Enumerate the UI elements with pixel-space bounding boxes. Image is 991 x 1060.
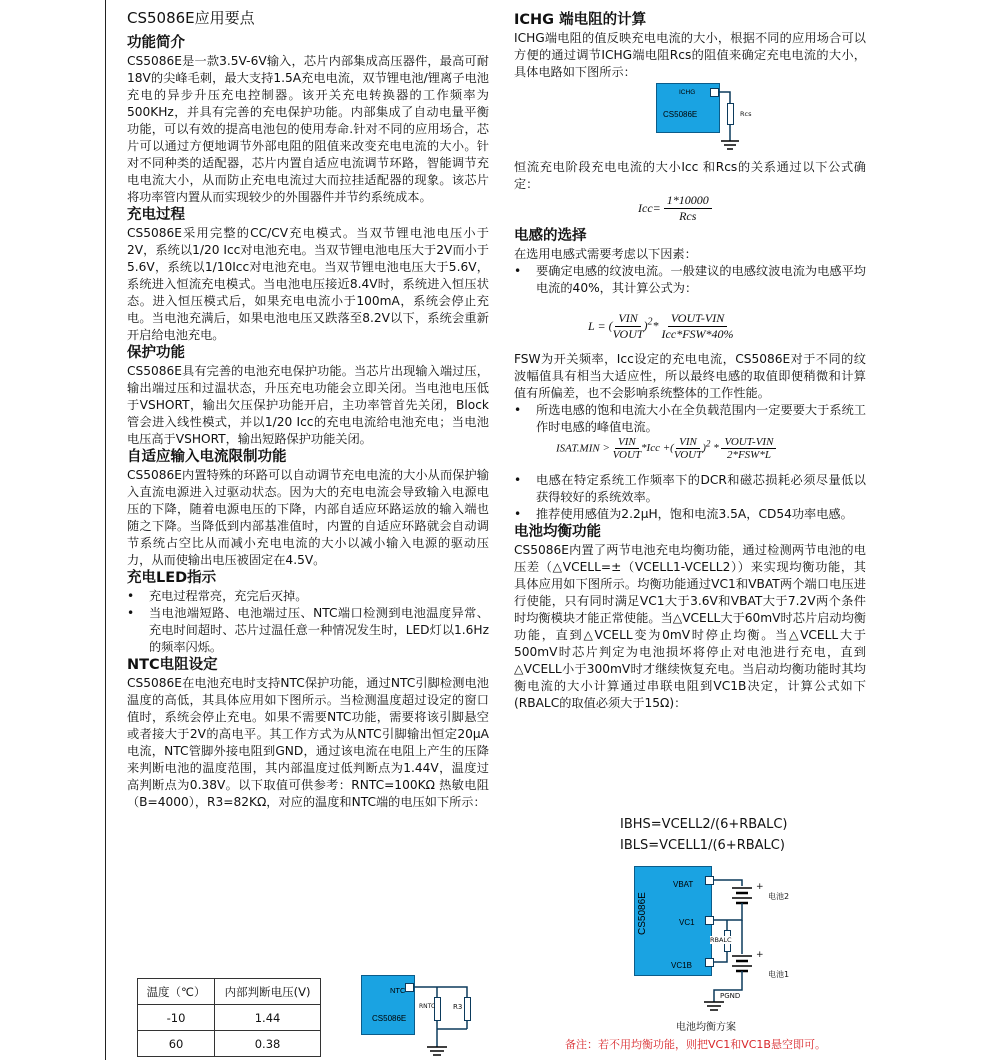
table-cell: -10	[138, 1005, 215, 1031]
icc-formula: Icc= $\frac{1*10000}{\text{Rcs}}$	[514, 193, 866, 227]
protection-heading: 保护功能	[127, 345, 185, 361]
balance-formulas	[620, 814, 787, 856]
chip-block: CS5086E VBAT VC1 VC1B	[634, 866, 712, 976]
ichg-wires	[514, 81, 774, 155]
saturation-formula: ISAT.MIN > $\frac{\text{VIN}}{\text{VOUT}}$ *Icc +( $\frac{\text{VIN}}{\text{VOUT}}$ )$^2$ * $\frac{\text{VOUT-VIN}}{\text{2*FSW*L}}$	[514, 436, 866, 472]
left-column	[127, 0, 489, 811]
inductor-text-1: FSW为开关频率，Icc设定的充电电流，CS5086E对于不同的纹波幅值具有相当大适应性，所以最终电感的取值即便稍微和计算值有所偏差，也不会影响系统整体的工作性能。	[514, 352, 866, 400]
table-row	[138, 1031, 321, 1057]
charging-heading: 充电过程	[127, 207, 185, 223]
ichg-text-2: 恒流充电阶段充电电流的大小Icc 和Rcs的关系通过以下公式确定：	[514, 160, 866, 191]
features-heading: 功能简介	[127, 35, 185, 51]
r3-resistor	[464, 997, 471, 1021]
balance-circuit-diagram: CS5086E VBAT VC1 VC1B RBALC + 电池2 + 电池1 PGND	[632, 862, 812, 1012]
inductor-heading: 电感的选择	[514, 228, 587, 244]
right-column	[514, 0, 866, 712]
features-text: CS5086E是一款3.5V-6V输入，芯片内部集成高压器件，最高可耐18V的尖峰毛刺，最大支持1.5A充电电流，双节锂电池/锂离子电池充电的异步升压充电控制器。该开关充电转换器的工作频率为500KHz，并具有完善的充电保护功能。内部集成了自动电量平衡功能，可以有效的提高电池包的使用寿命.针对不同的应用场合，芯片可以通过方便地调节外部电阻的阻值来改变充电电流的大小。针对不同种类的适配器，芯片内置自适应电流调节环路，智能调节充电电流大小，从而防止充电电流过大而拉挂适配器的现象。该芯片将功率管内置从而实现较少的外围器件并节约系统成本。	[127, 54, 489, 204]
ntc-table	[137, 978, 321, 1057]
inductance-formula: L = ( $\frac{\text{VIN}}{\text{VOUT}}$ )$^2$* $\frac{\text{VOUT-VIN}}{\text{Icc*FSW*40\%}}$	[588, 311, 734, 341]
table-header: 温度（℃）	[138, 979, 215, 1005]
table-header-row	[138, 979, 321, 1005]
balance-text: CS5086E内置了两节电池充电均衡功能，通过检测两节电池的电压差（△VCELL=±（VCELL1-VCELL2））来实现均衡功能，其具体应用如下图所示。均衡功能通过VC1和VBAT两个端口电压进行使能，只有同时满足VC1大于3.6V和VBAT大于7.2V两个条件时均衡模块才能正常使能。当△VCELL大于60mV时芯片启动均衡功能，直到△VCELL变为0mV时停止均衡。当△VCELL大于500mV时芯片判定为电池损坏将停止对电池进行充电，直到△VCELL小于300mV时才继续恢复充电。当启动均衡功能时其均衡电流的大小计算通过串联电阻到VC1B决定，计算公式如下(RBALC的取值必须大于15Ω)：	[514, 543, 866, 710]
led-item-2: • 当电池端短路、电池端过压、NTC端口检测到电池温度异常、充电时间超时、芯片过温任意一种情况发生时，LED灯以1.6Hz的频率闪烁。	[127, 606, 489, 654]
chip-block: CS5086E ICHG	[656, 83, 720, 133]
ntc-circuit-diagram: CS5086E NTC RNTC R3	[355, 965, 490, 1060]
ichg-heading: ICHG 端电阻的计算	[514, 12, 647, 28]
inductor-item-4: • 推荐使用感值为2.2μH，饱和电流3.5A，CD54功率电感。	[514, 507, 853, 521]
ichg-circuit-diagram: CS5086E ICHG Rcs	[514, 81, 866, 155]
table-cell: 1.44	[215, 1005, 321, 1031]
table-cell: 0.38	[215, 1031, 321, 1057]
inductor-intro: 在选用电感式需要考虑以下因素：	[514, 247, 697, 261]
ntc-heading: NTC电阻设定	[127, 657, 218, 673]
rcs-resistor	[727, 103, 734, 125]
ichg-text: ICHG端电阻的值反映充电电流的大小，根据不同的应用场合可以方便的通过调节ICHG端电阻Rcs的阻值来确定充电电流的大小，具体电路如下图所示：	[514, 31, 866, 79]
chip-block: CS5086E NTC	[361, 975, 415, 1035]
led-item-1: • 充电过程常亮，充完后灭掉。	[127, 589, 308, 603]
ibls-formula: IBLS=VCELL1/(6+RBALC)	[620, 838, 785, 853]
balance-heading: 电池均衡功能	[514, 524, 601, 540]
ibhs-formula: IBHS=VCELL2/(6+RBALC)	[620, 817, 788, 832]
charging-text: CS5086E采用完整的CC/CV充电模式。当双节锂电池电压小于2V，系统以1/20 Icc对电池充电。当双节锂电池电压大于2V而小于5.6V，系统以1/10Icc对电池充电。当双节锂电池电压大于5.6V，系统进入恒流充电模式。当电池电压接近8.4V时，系统进入恒压状态。进入恒压模式后，如果充电电流小于100mA，系统会停止充电。当电池充满后，如果电池电压又跌落至8.2V以下，系统会重新开启给电池充电。	[127, 226, 489, 342]
balance-note: 备注：若不用均衡功能，则把VC1和VC1B悬空即可。	[565, 1038, 826, 1051]
adaptive-heading: 自适应输入电流限制功能	[127, 449, 287, 465]
ntc-text: CS5086E在电池充电时支持NTC保护功能，通过NTC引脚检测电池温度的高低，其具体应用如下图所示。当检测温度超过设定的窗口值时，系统会停止充电。如果不需要NTC功能，需要将该引脚悬空或者接大于2V的高电平。其工作方式为从NTC引脚输出恒定20μA电流，NTC管脚外接电阻到GND，通过该电流在电阻上产生的压降来判断电池的温度范围，其内部温度过低判断点为1.44V，温度过高判断点为0.38V。以下取值可供参考：RNTC=100KΩ 热敏电阻（B=4000），R3=82KΩ，对应的温度和NTC端的电压如下所示：	[127, 676, 489, 809]
left-margin-rule	[105, 0, 106, 1060]
diagram-caption: 电池均衡方案	[676, 1022, 736, 1033]
led-heading: 充电LED指示	[127, 570, 217, 586]
table-header: 内部判断电压(V)	[215, 979, 321, 1005]
table-row	[138, 1005, 321, 1031]
inductor-item-2: • 所选电感的饱和电流大小在全负载范围内一定要要大于系统工作时电感的峰值电流。	[514, 403, 866, 434]
protection-text: CS5086E具有完善的电池充电保护功能。当芯片出现输入端过压，输出端过压和过温状态，升压充电功能会立即关闭。当电池电压低于VSHORT，输出欠压保护功能开启，主功率管首先关闭，Block管会进入线性模式，并以1/20 Icc的充电电流给电池充电；当电池电压高于VSHORT，输出短路保护功能关闭。	[127, 364, 489, 446]
doc-title: CS5086E应用要点	[127, 9, 255, 27]
inductor-item-3: • 电感在特定系统工作频率下的DCR和磁芯损耗必须尽量低以获得较好的系统效率。	[514, 473, 866, 504]
adaptive-text: CS5086E内置特殊的环路可以自动调节充电电流的大小从而保护输入直流电源进入过驱动状态。因为大的充电电流会导致输入电源电压的下降，随着电源电压的下降，内部自适应环路运放的输入端也随之下降。当降低到内部基准值时，内置的自适应环路就会自动调节系统占空比从而减小充电电流的大小以减小输入电源的驱动压力，从而使输出电压被固定在4.5V。	[127, 468, 489, 567]
table-cell: 60	[138, 1031, 215, 1057]
inductor-item-1: • 要确定电感的纹波电流。一般建议的电感纹波电流为电感平均电流的40%，其计算公式为：	[514, 264, 866, 295]
